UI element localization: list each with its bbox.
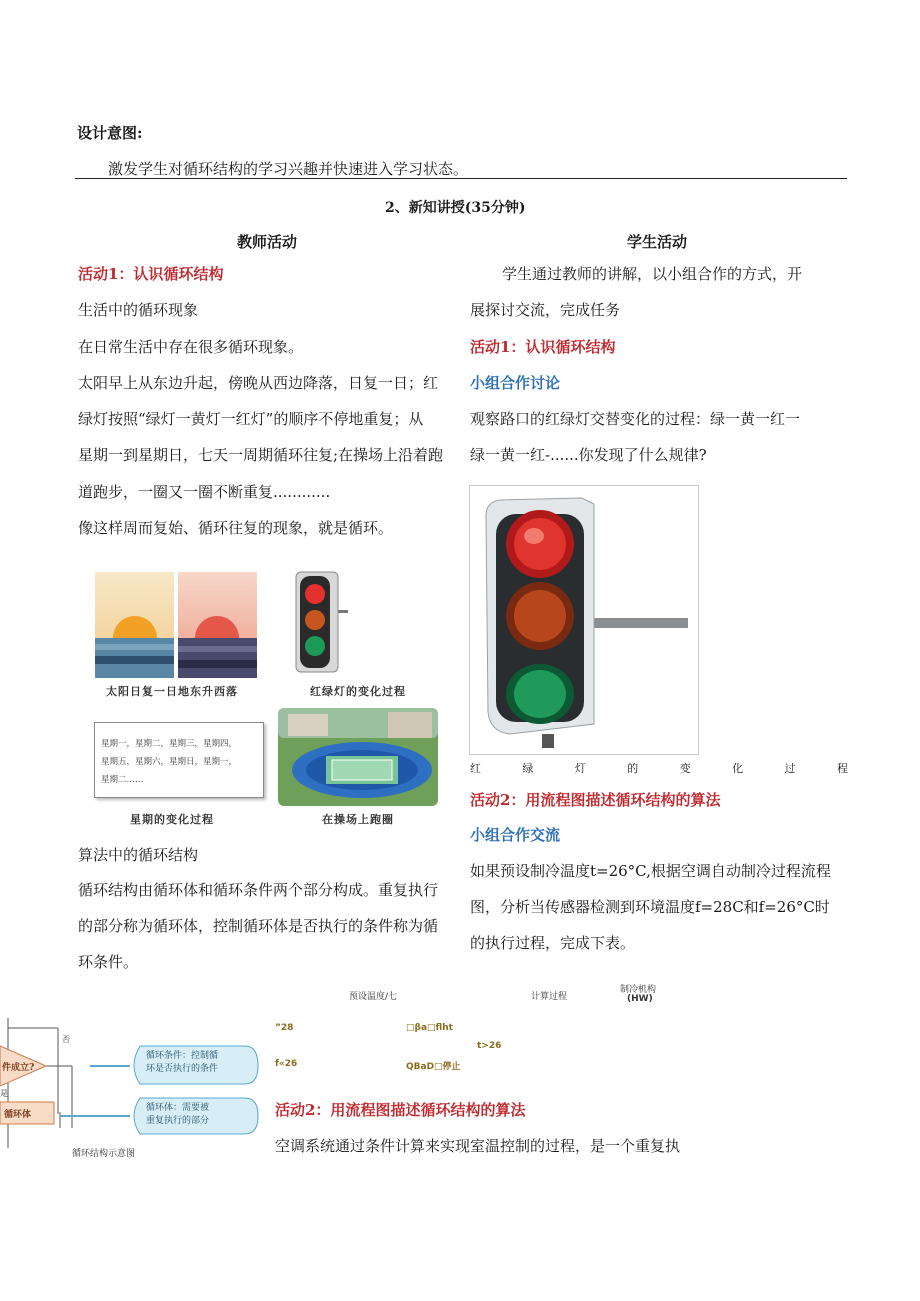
flow-diamond-text: 件成立?: [2, 1063, 35, 1073]
flow-callout2-line1: 循环体：需要被: [146, 1103, 210, 1113]
table-r2-a: f«26: [275, 1059, 298, 1069]
photo-caption-char: 过: [784, 762, 796, 775]
teacher-p3-line3: 星期一到星期日，七天一周期循环往复;在操场上沿着跑: [78, 446, 444, 464]
student-intro-line2: 展探讨交流，完成任务: [470, 301, 621, 319]
table-col2-header: 计算过程: [531, 992, 568, 1002]
teacher-activity1-title: 活动1：认识循环结构: [78, 265, 224, 283]
sun-caption: 太阳日复一日地东升西落: [106, 685, 238, 698]
bottom-text: 空调系统通过条件计算来实现室温控制的过程，是一个重复执: [275, 1137, 681, 1155]
student-intro-line1: 学生通过教师的讲解，以小组合作的方式，开: [502, 265, 803, 283]
student-activity1-title: 活动1：认识循环结构: [470, 338, 616, 356]
teacher-p3-line4: 道跑步，一圈又一圈不断重复............: [78, 483, 331, 501]
week-caption: 星期的变化过程: [130, 813, 214, 826]
photo-caption-char: 化: [732, 762, 744, 775]
observe-line2: 绿一黄一红-......你发现了什么规律?: [470, 446, 707, 464]
photo-caption-char: 灯: [574, 762, 586, 775]
divider: [75, 178, 847, 179]
bottom-activity2-title: 活动2：用流程图描述循环结构的算法: [275, 1101, 526, 1119]
teacher-p3-line1: 太阳早上从东边升起，傍晚从西边降落，日复一日；红: [78, 374, 439, 392]
design-intent-text: 激发学生对循环结构的学习兴趣并快速进入学习状态。: [108, 160, 469, 178]
photo-caption-char: 红: [470, 762, 481, 775]
small-traffic-light-image: [288, 570, 348, 676]
photo-caption-char: 变: [679, 762, 691, 775]
week-box: [94, 722, 264, 798]
task-line2: 图，分析当传感器检测到环境温度f=28C和f=26°C时: [470, 898, 830, 916]
running-track-image: [278, 708, 438, 806]
teacher-p4: 像这样周而复始、循环往复的现象，就是循环。: [78, 519, 394, 537]
teacher-p1: 生活中的循环现象: [78, 301, 199, 319]
table-col1-header: 预设温度/七: [349, 992, 398, 1002]
task-line3: 的执行过程，完成下表。: [470, 934, 636, 952]
teacher-p3-line2: 绿灯按照“绿灯一黄灯一红灯”的顺序不停地重复；从: [78, 410, 424, 428]
flow-no-label: 否: [62, 1035, 70, 1044]
design-intent-heading: 设计意图:: [77, 124, 143, 142]
section-title: 2、新知讲授(35分钟): [385, 200, 526, 216]
teacher-p5: 算法中的循环结构: [78, 846, 199, 864]
traffic-light-photo: [469, 485, 699, 755]
table-r1-c: t>26: [477, 1041, 502, 1051]
student-activity2-title: 活动2：用流程图描述循环结构的算法: [470, 791, 721, 809]
table-r1-b: □βa□flht: [406, 1023, 453, 1033]
group-discuss-label: 小组合作讨论: [470, 374, 561, 392]
photo-caption-char: 程: [836, 762, 848, 775]
flow-callout1: [146, 1050, 218, 1076]
light-caption: 红绿灯的变化过程: [310, 685, 406, 698]
table-r1-a: ”28: [275, 1023, 294, 1033]
teacher-header: 教师活动: [237, 233, 298, 251]
week-line-1: 星期一，星期二，星期三，星期四，: [101, 739, 238, 749]
flowchart-caption: 循环结构示意图: [72, 1149, 136, 1159]
sunrise-sunset-illustration: [95, 572, 257, 678]
observe-line1: 观察路口的红绿灯交替变化的过程：绿一黄一红一: [470, 410, 801, 428]
track-caption: 在操场上跑圈: [322, 813, 394, 826]
week-line-2: 星期五，星期六，星期日，星期一，: [101, 757, 238, 767]
table-col3-header-line2: (HW): [627, 994, 653, 1004]
teacher-p2: 在日常生活中存在很多循环现象。: [78, 338, 304, 356]
flow-callout1-line2: 环是否执行的条件: [146, 1064, 219, 1074]
teacher-p6-line3: 环条件。: [78, 953, 139, 971]
flow-callout1-line1: 循环条件：控制循: [146, 1051, 219, 1061]
flow-box-text: 循环体: [4, 1110, 32, 1120]
student-header: 学生活动: [627, 233, 688, 251]
table-col3-header-line1: 制冷机构: [620, 985, 657, 995]
group-exchange-label: 小组合作交流: [470, 826, 561, 844]
loop-flowchart: [0, 1018, 270, 1148]
teacher-p6-line1: 循环结构由循环体和循环条件两个部分构成。重复执行: [78, 881, 439, 899]
flow-callout2: [146, 1102, 209, 1128]
photo-caption-char: 绿: [522, 762, 534, 775]
photo-caption: [470, 760, 848, 776]
week-line-3: 星期二……: [101, 775, 144, 785]
flow-yes-label: 是: [0, 1089, 8, 1098]
teacher-p6-line2: 的部分称为循环体，控制循环体是否执行的条件称为循: [78, 917, 439, 935]
task-line1: 如果预设制冷温度t=26°C,根据空调自动制冷过程流程: [470, 862, 831, 880]
flow-callout2-line2: 重复执行的部分: [146, 1116, 210, 1126]
table-r2-b: QBaD□停止: [406, 1062, 461, 1072]
photo-caption-char: 的: [627, 762, 639, 775]
